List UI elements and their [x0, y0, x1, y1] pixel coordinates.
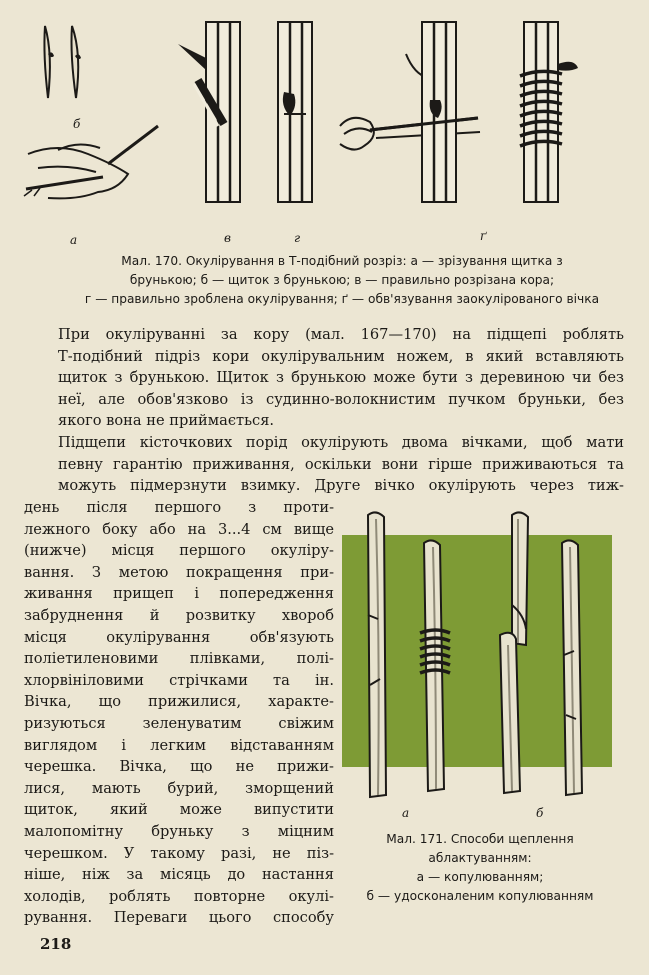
figure-171 — [340, 505, 615, 825]
paragraph-stone-fruit-rootstocks: Підщепи кісточкових порід окулірують двома вічками, щоб мати певну гарантію приживання, оскільки вони гірше приживаються та можуть підмерзнути взимку. Друге вічко окулірують через тиж- — [58, 434, 624, 495]
figure-170-label-g: г — [294, 231, 301, 245]
page-number: 218 — [40, 935, 72, 953]
paragraph-second-bud: день після першого з проти- лежного боку або на 3...4 см вище (нижче) місця першого окуліру- вання. З метою покращення при- живання прищеп і попередження забруднення й розвитку хвороб місця окулірування обв'язують поліетиленовими плівками, полі- хлорвініловими стрічками та ін. Вічка, що прижилися, характе- ризуються зеленуватим свіжим виглядом і легким відставанням черешка. Вічка, що не прижи- лися, мають бурий, зморщений щиток, який може випустити малопомітну бруньку з міцним черешком. У такому разі, не піз- ніше, ніж за місяць до настання холодів, роблять повторне окулі- рування. Переваги цього способу — [24, 499, 334, 927]
caption-line: брунькою; б — щиток з брунькою; в — правильно розрізана кора; — [129, 273, 555, 287]
figure-171-label-b: б — [536, 806, 544, 820]
caption-line: Мал. 170. Окулірування в Т-подібний розріз: а — зрізування щитка з — [121, 254, 563, 268]
paragraph-budding-under-bark: При окуліруванні за кору (мал. 167—170) на підщепі роблять Т-подібний підріз кори окулірувальним ножем, в який вставляють щиток з брунькою. Щиток з брунькою може бути з деревиною чи без неї, але обов'язково із судинно-волокнистим пучком бруньки, без якого вона не приймається. — [58, 326, 624, 430]
figure-170-label-b: б — [73, 117, 81, 131]
figure-170-label-g2: ґ — [480, 229, 487, 243]
stem-cut-illustration — [178, 22, 240, 202]
caption-line: Мал. 171. Способи щеплення — [386, 832, 574, 846]
bud-shield-illustration — [44, 26, 81, 98]
figure-170-caption — [62, 252, 622, 309]
stem-wrapped-illustration — [520, 22, 578, 202]
stem-budded-illustration — [278, 22, 312, 202]
stem-tying-illustration — [340, 22, 480, 202]
hand-knife-illustration — [24, 126, 158, 198]
caption-line: б — удосконаленим копулюванням — [366, 889, 594, 903]
caption-line: г — правильно зроблена окулірування; ґ — обв'язування заокулірованого вічка — [84, 292, 600, 306]
figure-170-label-a: а — [70, 233, 78, 247]
figure-170-label-v: в — [224, 231, 231, 245]
figure-171-label-a: а — [402, 806, 410, 820]
caption-line: аблактуванням: — [428, 851, 532, 865]
figure-170 — [18, 14, 630, 254]
caption-line: а — копулюванням; — [416, 870, 544, 884]
figure-171-caption — [340, 830, 620, 906]
